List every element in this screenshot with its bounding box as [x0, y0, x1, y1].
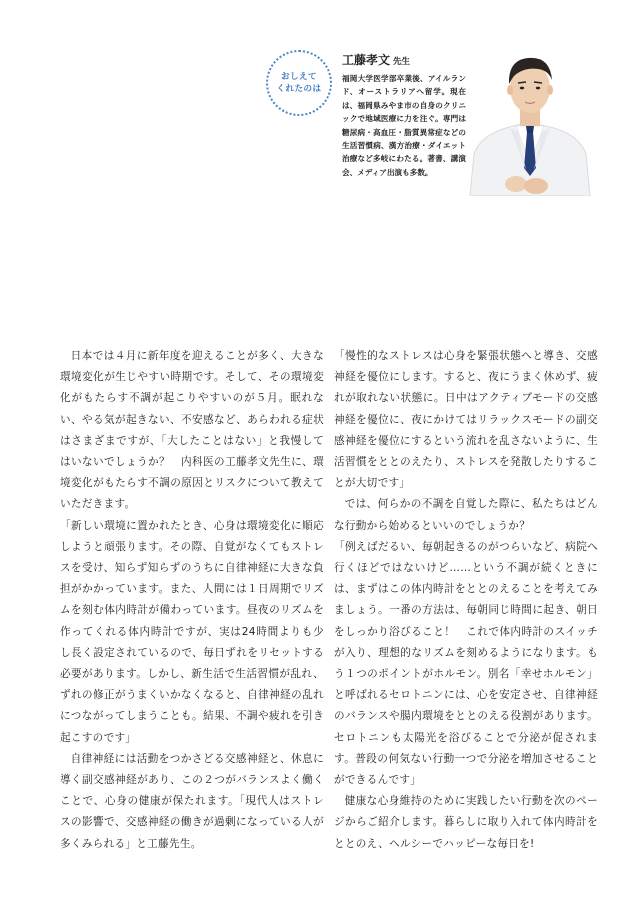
article-column-left — [60, 346, 324, 855]
intro-badge — [266, 50, 332, 116]
paragraph: では、何らかの不調を自覚した際に、私たちはどんな行動から始めるといいのでしょうか？ — [334, 498, 598, 532]
article-column-right — [334, 346, 598, 855]
badge-line-1: おしえて — [280, 72, 317, 82]
doctor-portrait — [466, 36, 594, 196]
paragraph: 「例えばだるい、毎朝起きるのがつらいなど、病院へ行くほどではないけど……という不調が続くときには、まずはこの体内時計をととのえることを考えてみましょう。一番の方法は、毎朝同じ時間に起き、朝日をしっかり浴びること！ これで体内時計のスイッチが入り、理想的なリズムを刻めるようになります。もう１つのポイントがホルモン。別名「幸せホルモン」と呼ばれるセロトニンには、心を安定させ、自律神経のバランスや腸内環境をととのえる役割があります。セロトニンも太陽光を浴びることで分泌が促されます。普段の何気ない行動一つで分泌を増加させることができるんです」 — [334, 540, 598, 787]
paragraph: 「慢性的なストレスは心身を緊張状態へと導き、交感神経を優位にします。すると、夜にうまく休めず、疲れが取れない状態に。日中はアクティブモードの交感神経を優位に、夜にかけてはリラックスモードの副交感神経を優位にするという流れを乱さないように、生活習慣をととのえたり、ストレスを発散したりすることが大切です」 — [334, 350, 598, 490]
paragraph: 健康な心身維持のために実践したい行動を次のページからご紹介します。暮らしに取り入れて体内時計をととのえ、ヘルシーでハッピーな毎日を! — [334, 795, 598, 850]
badge-line-2: くれたのは — [276, 84, 322, 94]
paragraph: 自律神経には活動をつかさどる交感神経と、休息に導く副交感神経があり、この２つがバランスよく働くことで、心身の健康が保たれます。「現代人はストレスの影響で、交感神経の働きが過剰になっている人が多くみられる」と工藤先生。 — [60, 752, 324, 850]
doctor-name: 工藤孝文 — [342, 53, 391, 67]
paragraph: 「新しい環境に置かれたとき、心身は環境変化に順応しようと頑張ります。その際、自覚がなくてもストレスを受け、知らず知らずのうちに自律神経に大きな負担がかかっています。また、人間には１日周期でリズムを刻む体内時計が備わっています。昼夜のリズムを作ってくれる体内時計ですが、実は24時間よりも少し長く設定されているので、毎日ずれをリセットする必要があります。しかし、新生活で生活習慣が乱れ、ずれの修正がうまくいかなくなると、自律神経の乱れにつながってしまうことも。結果、不調や疲れを引き起こすのです」 — [60, 519, 324, 744]
doctor-profile — [342, 52, 466, 179]
paragraph: 日本では４月に新年度を迎えることが多く、大きな環境変化が生じやすい時期です。そして、その環境変化がもたらす不調が起こりやすいのが５月。眠れない、やる気が起きない、不安感など、あらわれる症状はさまざまですが、「大したことはない」と我慢してはいないでしょうか？ 内科医の工藤孝文先生に、環境変化がもたらす不調の原因とリスクについて教えていただきます。 — [60, 350, 324, 511]
doctor-honorific: 先生 — [393, 57, 411, 67]
doctor-bio: 福岡大学医学部卒業後、アイルランド、オーストラリアへ留学。現在は、福岡県みやま市の自身のクリニックで地域医療に力を注ぐ。専門は糖尿病・高血圧・脂質異常症などの生活習慣病、漢方治療・ダイエット治療など多岐にわたる。著書、講演会、メディア出演も多数。 — [342, 74, 466, 177]
doctor-name-line — [342, 52, 466, 70]
